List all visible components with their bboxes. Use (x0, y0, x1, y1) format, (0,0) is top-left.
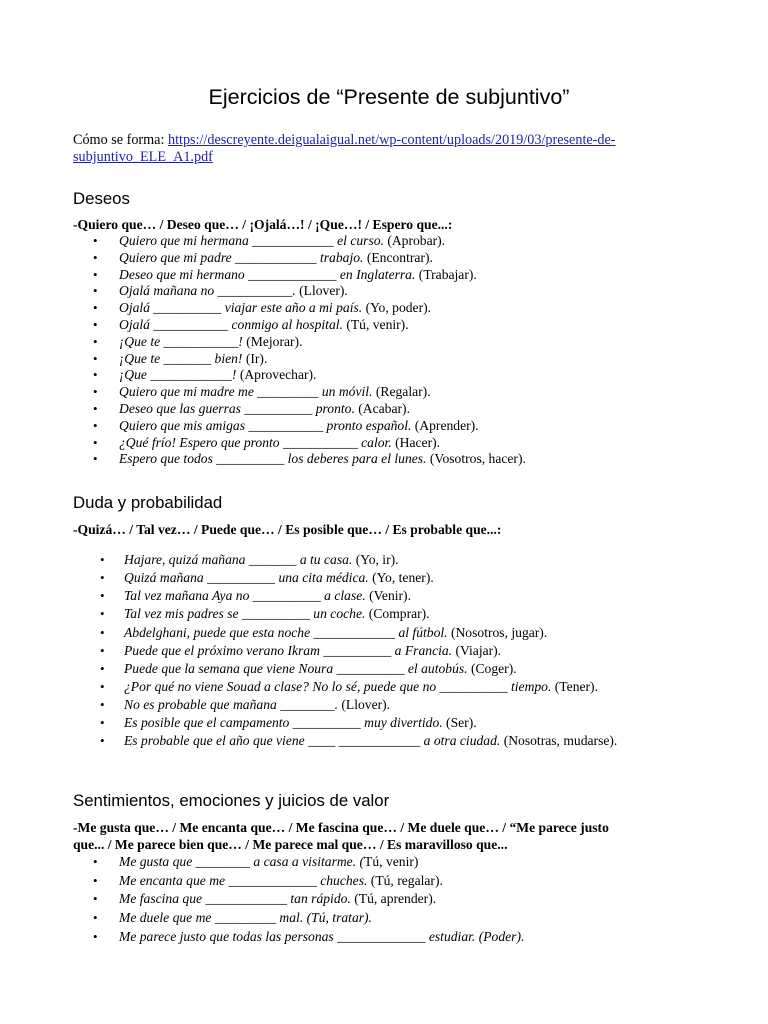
bullet-icon: • (93, 400, 98, 416)
bullet-icon: • (93, 434, 98, 450)
section-sentimientos (73, 791, 695, 946)
bullet-icon: • (93, 417, 98, 433)
list-item: • Tal vez mis padres se __________ un coche. (Comprar). (73, 605, 695, 623)
bullet-icon: • (93, 367, 98, 383)
bullet-icon: • (100, 606, 105, 622)
list-item: • Me parece justo que todas las personas _____________ estudiar. (Poder). (73, 928, 695, 947)
list-item: • ¡Que ____________! (Aprovechar). (93, 367, 317, 383)
list-item: • Hajare, quizá mañana _______ a tu casa. (Yo, ir). (73, 551, 695, 569)
list-item: • Tal vez mañana Aya no __________ a clase. (Venir). (73, 587, 695, 605)
bullet-icon: • (93, 928, 98, 944)
list-item: • Puede que la semana que viene Noura __________ el autobús. (Coger). (73, 660, 695, 678)
section-deseos (73, 189, 695, 468)
list-item: • No es probable que mañana ________. (Llover). (73, 696, 695, 714)
list-item: • Me encanta que me _____________ chuches. (Tú, regalar). (73, 872, 695, 891)
page-title: Ejercicios de “Presente de subjuntivo” (208, 85, 570, 109)
list-item: • Es posible que el campamento __________ muy divertido. (Ser). (73, 714, 695, 732)
section-lead: -Quiero que… / Deseo que… / ¡Ojalá…! / ¡Que…! / Espero que...: (73, 217, 453, 232)
list-item: • Deseo que mi hermano _____________ en Inglaterra. (Trabajar). (93, 266, 477, 282)
list-item: • Ojalá ___________ conmigo al hospital. (Tú, venir). (93, 316, 409, 332)
list-item: • Quiero que mi madre me _________ un móvil. (Regalar). (93, 384, 431, 400)
list-item: • ¡Que te _______ bien! (Ir). (93, 350, 268, 366)
bullet-icon: • (100, 642, 105, 658)
bullet-icon: • (93, 333, 98, 349)
section-lead: -Quizá… / Tal vez… / Puede que… / Es posible que… / Es probable que...: (73, 522, 502, 538)
list-item: • Deseo que las guerras __________ pronto. (Acabar). (93, 400, 410, 416)
link-line-1: https://descreyente.deigualaigual.net/wp-content/uploads/2019/03/presente-de- (167, 132, 616, 148)
section-heading: Sentimientos, emociones y juicios de valor (73, 791, 390, 811)
section-lead-line-2: que... / Me parece bien que… / Me parece mal que… / Es maravilloso que... (73, 837, 508, 853)
section-lead-line-1: -Me gusta que… / Me encanta que… / Me fascina que… / Me duele que… / “Me parece justo (73, 820, 609, 836)
list-item: • Puede que el próximo verano Ikram __________ a Francia. (Viajar). (73, 642, 695, 660)
list-item: • Me fascina que ____________ tan rápido. (Tú, aprender). (73, 890, 695, 909)
list-item: • Es probable que el año que viene ____ ____________ a otra ciudad. (Nosotras, mudarse). (73, 732, 695, 750)
list-item: • Abdelghani, puede que esta noche ____________ al fútbol. (Nosotros, jugar). (73, 624, 695, 642)
list-item: • Me duele que me _________ mal. (Tú, tratar). (73, 909, 695, 928)
exercise-list (73, 853, 695, 946)
bullet-icon: • (93, 300, 98, 316)
bullet-icon: • (93, 266, 98, 282)
bullet-icon: • (93, 233, 98, 248)
list-item: • Quiero que mi hermana ____________ el curso. (Aprobar). (93, 233, 446, 248)
list-item: • Quiero que mi padre ____________ trabajo. (Encontrar). (93, 249, 433, 265)
bullet-icon: • (93, 854, 98, 870)
section-heading: Deseos (73, 189, 130, 208)
bullet-icon: • (93, 283, 98, 299)
bullet-icon: • (93, 909, 98, 925)
exercise-list (73, 233, 695, 468)
list-item: • Ojalá mañana no ___________. (Llover). (93, 283, 348, 299)
list-item: • Me gusta que ________ a casa a visitarme. (Tú, venir) (73, 853, 695, 872)
bullet-icon: • (93, 872, 98, 888)
list-item: • Quiero que mis amigas ___________ pronto español. (Aprender). (93, 417, 479, 433)
bullet-icon: • (93, 350, 98, 366)
bullet-icon: • (100, 588, 105, 604)
bullet-icon: • (93, 249, 98, 265)
list-item: • Quizá mañana __________ una cita médica. (Yo, tener). (73, 569, 695, 587)
list-item: • Espero que todos __________ los deberes para el lunes. (Vosotros, hacer). (93, 451, 526, 467)
list-item: • ¡Que te ___________! (Mejorar). (93, 333, 303, 349)
bullet-icon: • (100, 660, 105, 676)
bullet-icon: • (93, 451, 98, 467)
bullet-icon: • (100, 715, 105, 730)
exercise-list (73, 551, 695, 750)
section-heading: Duda y probabilidad (73, 493, 223, 513)
list-item: • ¿Qué frío! Espero que pronto ___________ calor. (Hacer). (93, 434, 441, 450)
list-item: • ¿Por qué no viene Souad a clase? No lo sé, puede que no __________ tiempo. (Tener). (73, 678, 695, 696)
bullet-icon: • (100, 696, 105, 712)
bullet-icon: • (100, 733, 105, 749)
link-line-2: subjuntivo_ELE_A1.pdf (73, 149, 213, 165)
bullet-icon: • (100, 570, 105, 586)
bullet-icon: • (100, 552, 105, 568)
bullet-icon: • (93, 384, 98, 400)
list-item: • Ojalá __________ viajar este año a mi país. (Yo, poder). (93, 300, 432, 316)
bullet-icon: • (93, 316, 98, 332)
bullet-icon: • (100, 624, 105, 640)
bullet-icon: • (100, 678, 105, 694)
intro-paragraph (73, 132, 695, 166)
bullet-icon: • (93, 891, 98, 907)
intro-label: Cómo se forma: (73, 132, 168, 148)
section-duda-probabilidad (73, 493, 695, 750)
document-page (73, 0, 695, 946)
